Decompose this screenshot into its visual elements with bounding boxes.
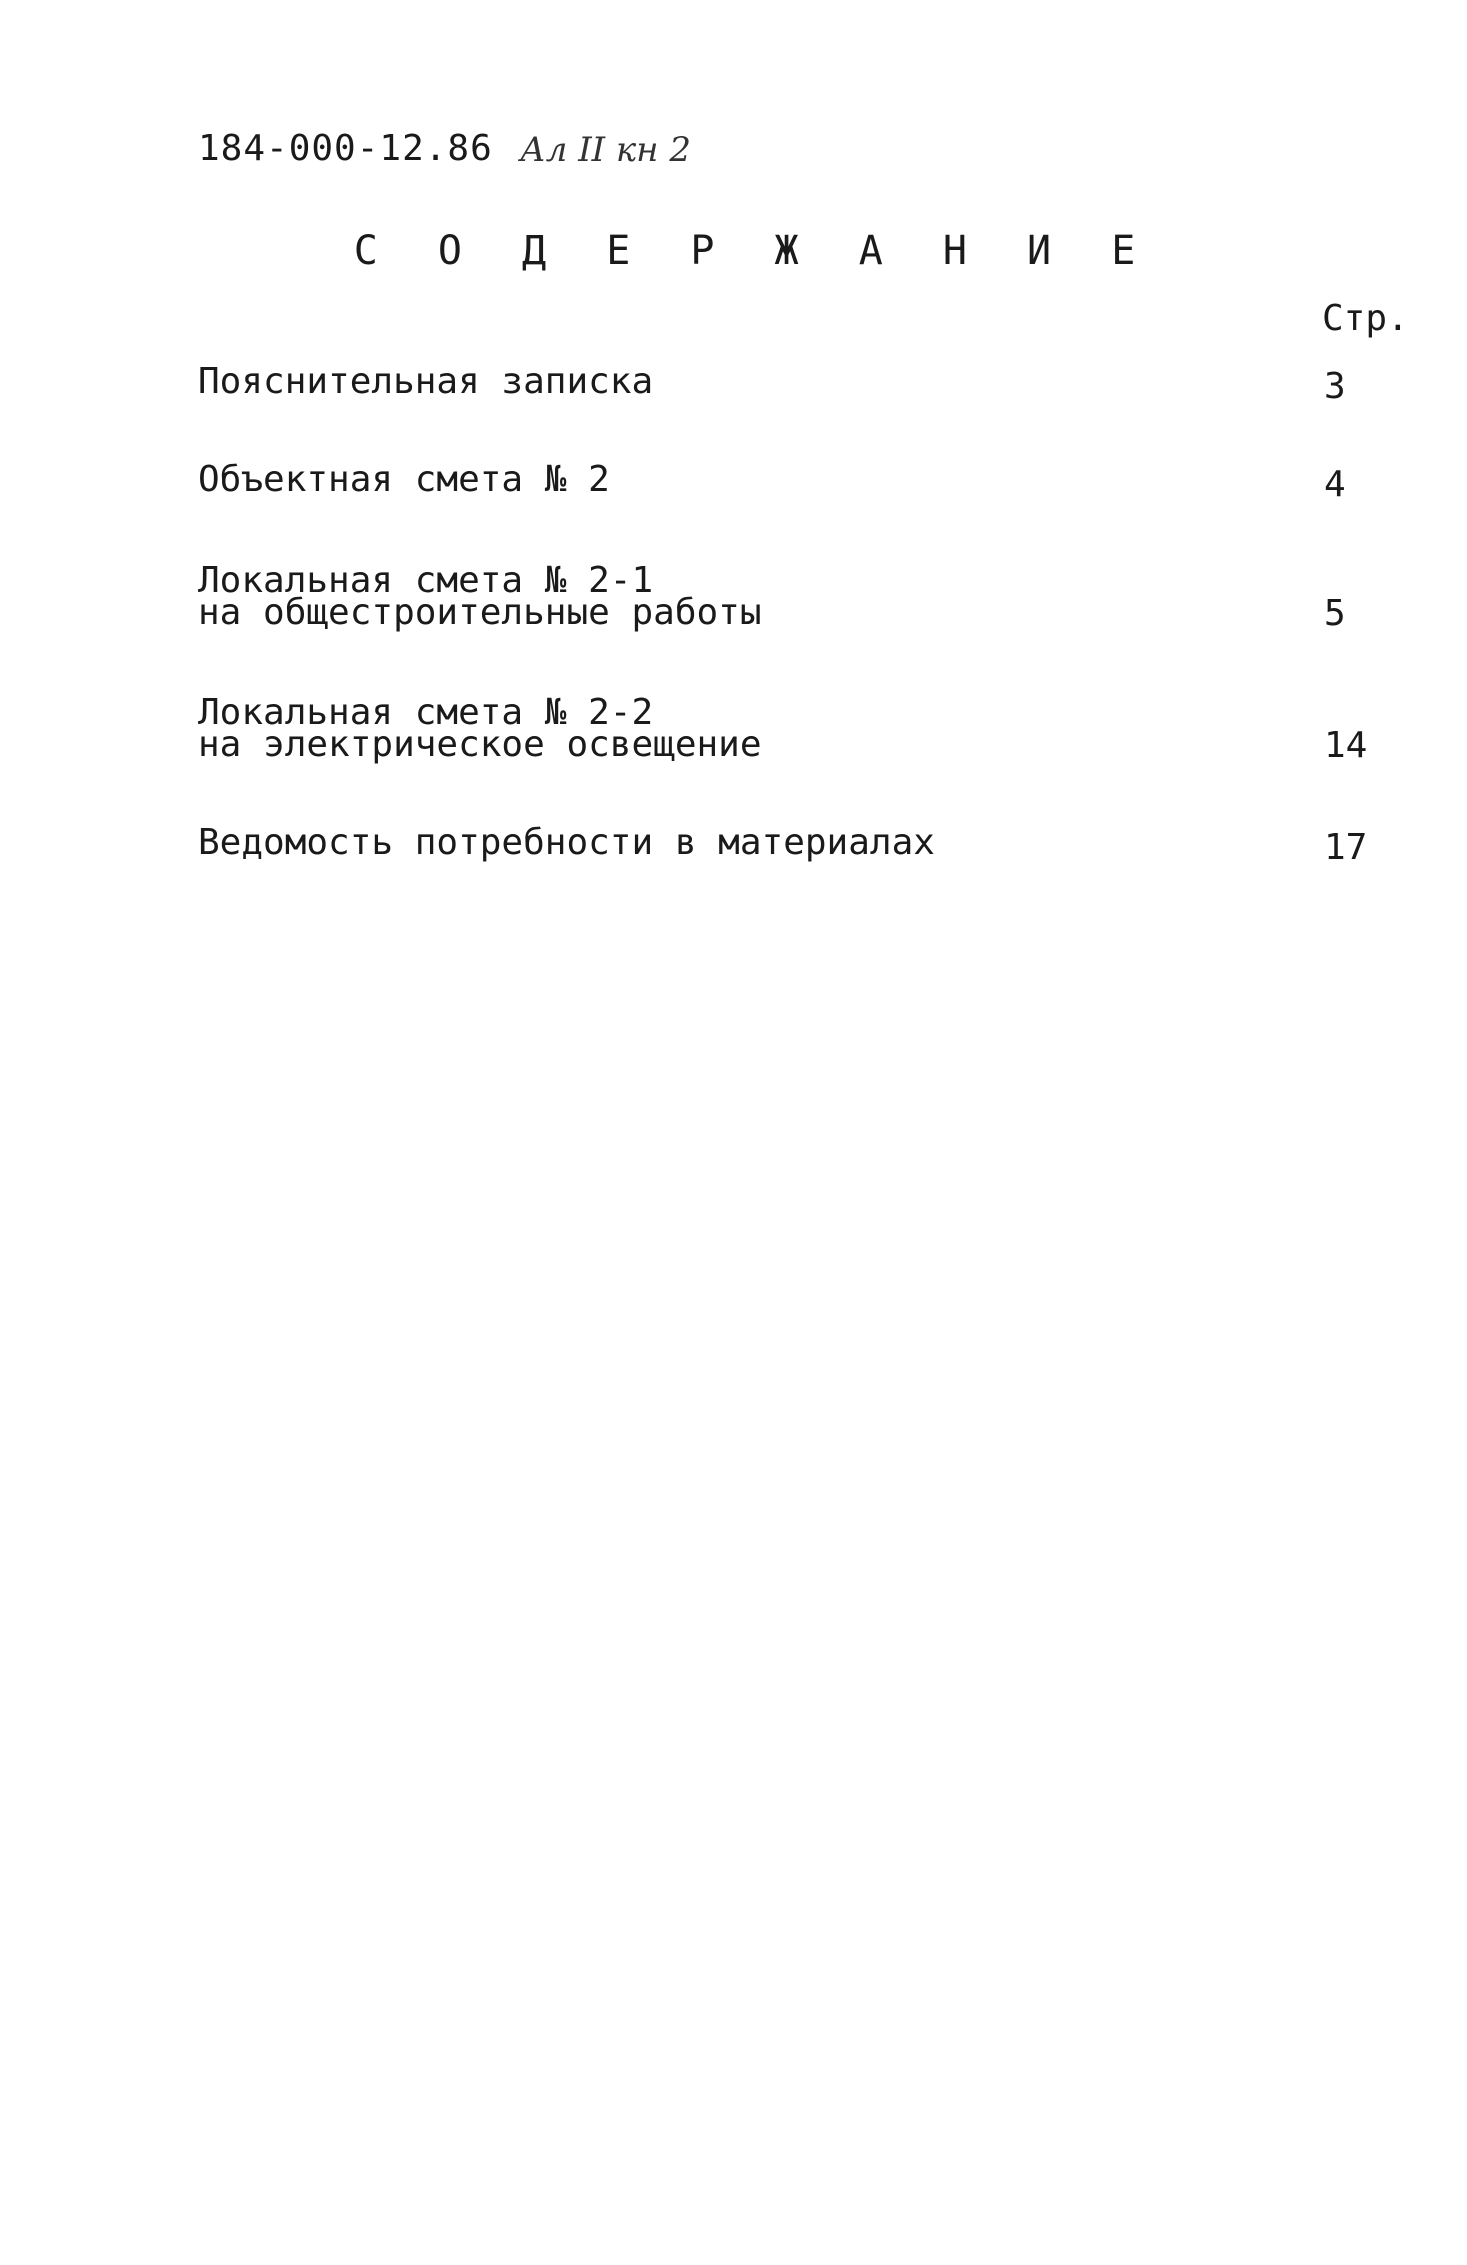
toc-entry-title: Локальная смета № 2-2 [198,692,654,733]
toc-entry [198,560,1388,634]
toc-entry [198,459,1388,505]
toc-entry-title: Локальная смета № 2-1 [198,560,654,601]
toc-entry-page-number: 3 [1324,366,1346,407]
toc-entry-page-number: 14 [1324,725,1368,766]
toc-entry [198,822,1388,868]
toc-entry-title: Ведомость потребности в материалах [198,822,935,863]
document-code: 184-000-12.86 [198,128,493,169]
toc-entry-page-number: 5 [1324,593,1346,634]
toc-entry-title: Объектная смета № 2 [198,459,610,500]
page-title: С О Д Е Р Ж А Н И Е [353,228,1154,274]
page-column-label: Стр. [1322,298,1409,339]
handwritten-annotation: Ал II кн 2 [520,130,692,170]
toc-entry [198,692,1388,766]
toc-entry-page-number: 4 [1324,464,1346,505]
toc-entry-subtitle: на электрическое освещение [198,724,762,765]
toc-entry-page-number: 17 [1324,827,1368,868]
toc-entry-subtitle: на общестроительные работы [198,592,762,633]
toc-entry [198,361,1388,407]
toc-entry-title: Пояснительная записка [198,361,654,402]
